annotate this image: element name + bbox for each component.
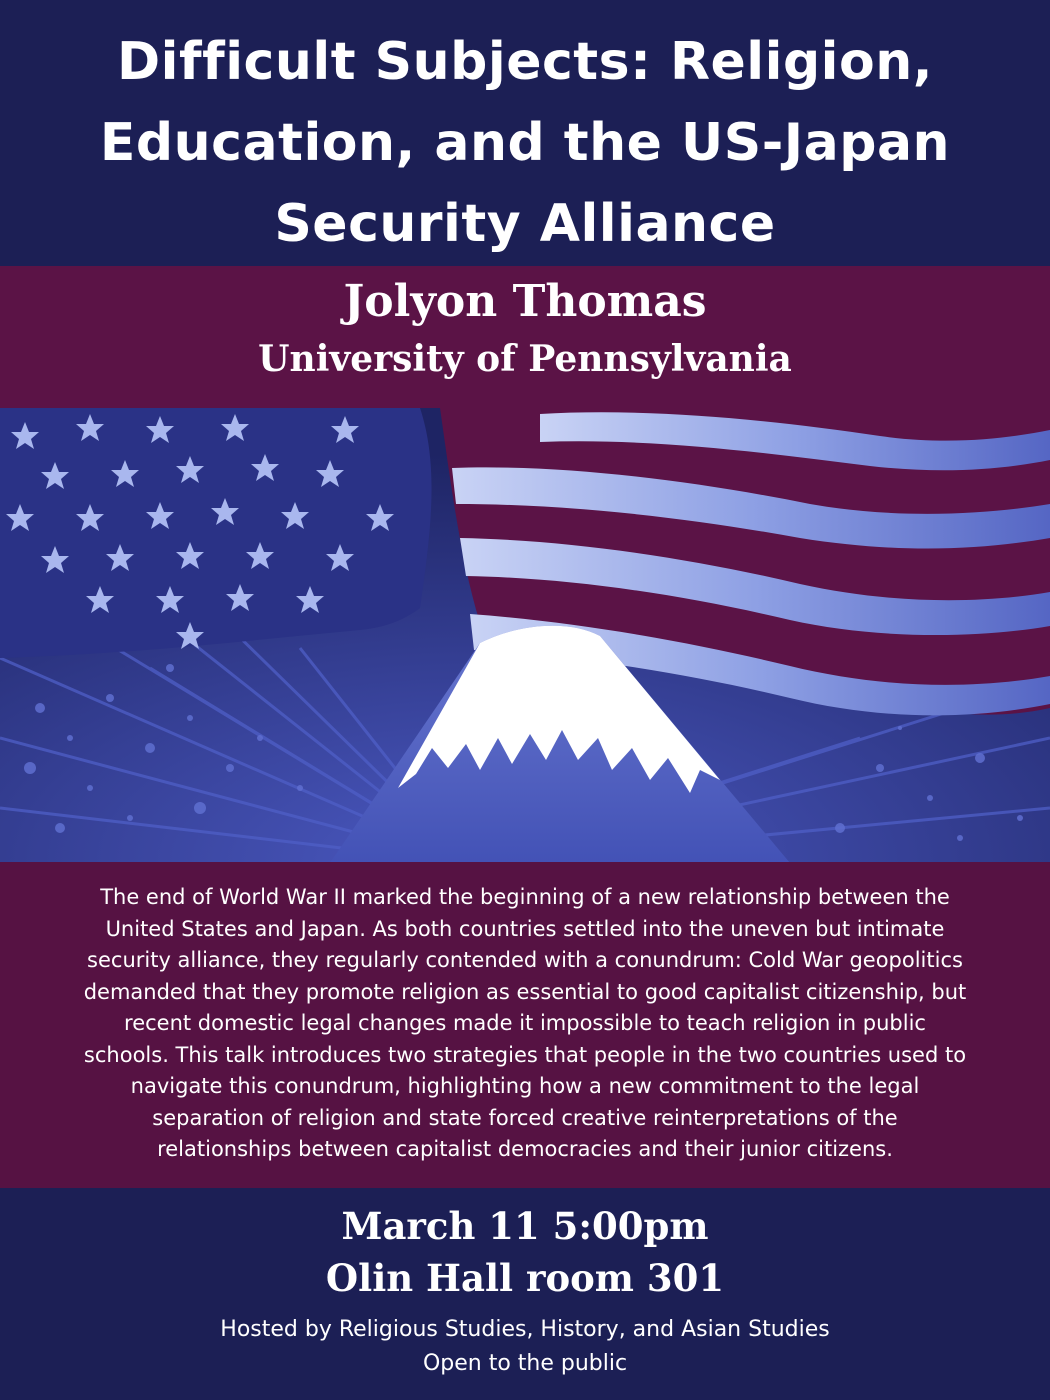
- abstract-line: recent domestic legal changes made it impossible to teach religion in public: [124, 1011, 926, 1035]
- abstract-line: United States and Japan. As both countries settled into the uneven but intimate: [105, 916, 945, 941]
- abstract-line: The end of World War II marked the beginning of a new relationship between the: [100, 885, 950, 909]
- event-title: [10, 22, 1040, 265]
- event-title-line: Security Alliance: [274, 194, 776, 254]
- abstract-line: demanded that they promote religion as essential to good capitalist citizenship, but: [83, 979, 967, 1004]
- abstract-line: relationships between capitalist democracies and their junior citizens.: [157, 1137, 893, 1161]
- speaker-affiliation: University of Pennsylvania: [258, 338, 792, 380]
- flag-canton: [0, 408, 432, 658]
- speaker-name: Jolyon Thomas: [343, 276, 707, 327]
- event-title-line: Difficult Subjects: Religion,: [116, 32, 933, 92]
- abstract-line: schools. This talk introduces two strategies that people in the two countries used to: [83, 1042, 967, 1067]
- event-date-time: March 11 5:00pm: [341, 1204, 709, 1248]
- flag-and-mountain-illustration: [0, 408, 1050, 863]
- abstract-line: navigate this conundrum, highlighting how a new commitment to the legal: [130, 1074, 920, 1098]
- event-title-line: Education, and the US-Japan: [99, 113, 951, 173]
- event-hosts: Hosted by Religious Studies, History, and Asian Studies: [220, 1317, 830, 1342]
- abstract-line: separation of religion and state forced creative reinterpretations of the: [152, 1105, 898, 1130]
- event-venue: Olin Hall room 301: [325, 1256, 725, 1300]
- event-abstract: [16, 882, 1034, 1166]
- abstract-line: security alliance, they regularly contended with a conundrum: Cold War geopolitics: [87, 948, 963, 972]
- event-access: Open to the public: [422, 1351, 628, 1376]
